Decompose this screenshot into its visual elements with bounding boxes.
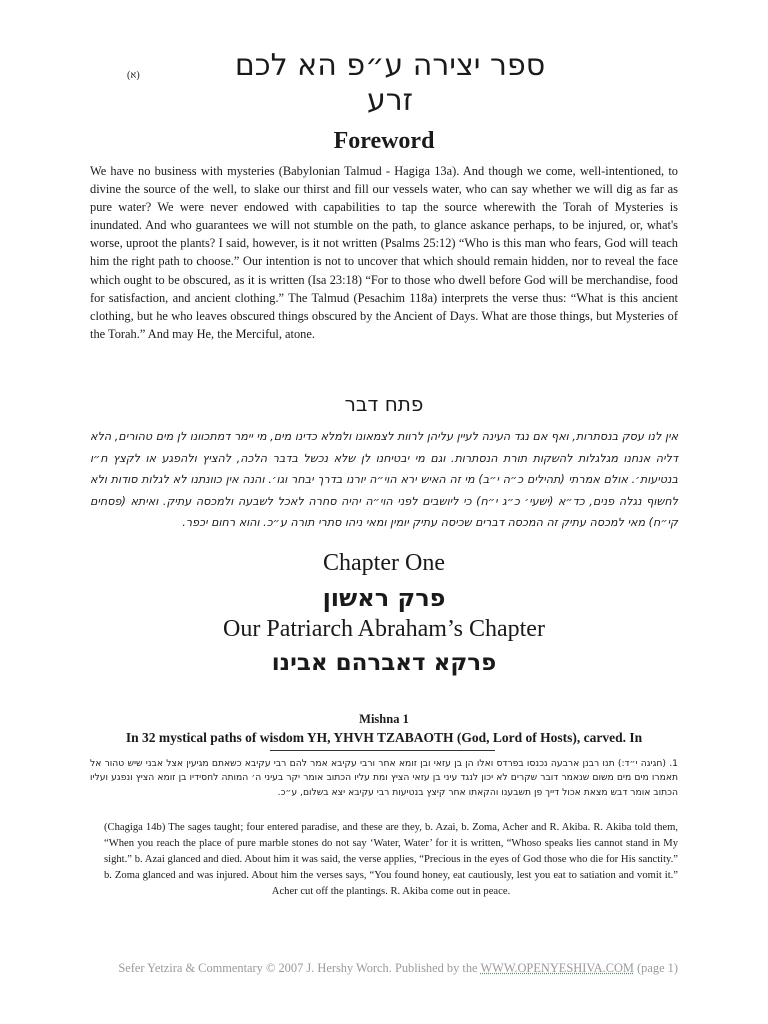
mishna-text: In 32 mystical paths of wisdom YH, YHVH TZABAOTH (God, Lord of Hosts), carved. In	[125, 730, 643, 745]
chapter-title: Chapter One	[323, 550, 445, 576]
footnote-divider	[270, 750, 495, 751]
chapter-name: Our Patriarch Abraham’s Chapter	[223, 616, 545, 642]
footer-page-number: (page 1)	[633, 961, 678, 975]
hebrew-foreword-body: אין לנו עסק בנסתרות, ואף אם נגד העינה לעיין עליהן לרוות לצמאונו ולמלא כדינו מים, מי יימר דמתכוונו לן מים טהורים, הלא דליה אנחנו מגלגלות להשקות תורת הנסתרות. וגם מי יבטיחנו לן שלא נכשל בדבר הלכה, להציץ ולהפגע או לקצץ ח״ו בנטיעות׳. אולם אמרתי (תהילים כ״ה י״ב) מי זה האיש ירא הוי״ה יורנו בדרך יבחר וגו׳. והנה אין כוונתנו לא לגלות סודות ולא לחשוף נגלה פנים, כד״א (ישעי׳ כ״ג י״ח) כי ליושבים לפני הוי״ה יהיה סחרה לאכל לשבעה ולמכסה עתיק. ואיתא (פסחים קי״ח) מאי למכסה עתיק זה המכסה דברים שכיסה עתיק יומין ומאי ניהו סתרי תורה ע״כ. והוא רחום יכפר.	[90, 430, 678, 530]
book-title-hebrew: ספר יצירה ע״פ הא לכם זרע	[234, 48, 546, 118]
footnote-english: (Chagiga 14b) The sages taught; four entered paradise, and these are they, b. Azai, b. Zoma, Acher and R. Akiba. R. Akiba told them, “When you reach the place of pure marble stones do not say ‘Water, Water’ for it is written, “Whoso speaks lies cannot stand in My sight.” b. Azai glanced and died. About him it was said, the verse applies, “Precious in the eyes of God those who die for His sanctity.” b. Zoma glanced and was injured. About him the verses says, “You found honey, eat cautiously, lest you eat to satiation and vomit it.” Acher cut off the plantings. R. Akiba come out in peace.	[104, 822, 678, 897]
page-number: (א)	[127, 70, 140, 81]
page-header	[0, 48, 768, 118]
foreword-body: We have no business with mysteries (Babylonian Talmud - Hagiga 13a). And though we come, well-intentioned, to divine the source of the well, to slake our thirst and fill our vessels water, who can say whether we will dig as far as pure water? We were never endowed with capabilities to tap the source wherewith the Torah of Mysteries is inundated. And who guarantees we will not stumble on the path, to glance askance perhaps, to be injured, or, what's worse, uproot the plants? I said, however, is it not written (Psalms 25:12) “Who is this man who fears, God will teach him the right path to choose.” Our intention is not to uncover that which should remain hidden, nor to reveal the face which ought to be obscured, as it is written (Isa 23:18) “For to those who dwell before God will be merchandise, food for satisfaction, and ancient clothing.” The Talmud (Pesachim 118a) interprets the verse thus: “What is this ancient clothing, but he who leaves obscured things obscured by the Ancient of Days. What are those things, but Mysteries of the Torah.” And may He, the Merciful, atone.	[90, 164, 678, 341]
footer-text: Sefer Yetzira & Commentary © 2007 J. Hershy Worch. Published by the	[118, 961, 481, 975]
hebrew-foreword-heading: פתח דבר	[344, 392, 424, 416]
foreword-title: Foreword	[333, 128, 435, 154]
chapter-title-hebrew: פרק ראשון	[322, 584, 446, 612]
page-footer	[90, 961, 678, 976]
footnote-hebrew: 1. (חגיגה י״ד:) תנו רבנן ארבעה נכנסו בפרדס ואלו הן בן עזאי ובן זומא אחר ורבי עקיבא אמר להם רבי עקיבא כשאתם מגיעין אצל אבני שיש טהור אל תאמרו מים מים משום שנאמר דובר שקרים לא יכון לנגד עיני בן עזאי הציץ ומת עליו הכתוב אומר יקר בעיני ה׳ המותה לחסידיו בן זומא הציץ ונפגע ועליו הכתוב אומר דבש מצאת אכול דייך פן תשבענו והקאתו אחר קיצץ בנטיעות רבי עקיבא יצא בשלום, ע״כ.	[90, 758, 678, 798]
chapter-name-hebrew: פרקא דאברהם אבינו	[271, 650, 497, 676]
mishna-title: Mishna 1	[359, 712, 409, 726]
openyeshiva-link[interactable]: WWW.OPENYESHIVA.COM	[480, 961, 634, 975]
